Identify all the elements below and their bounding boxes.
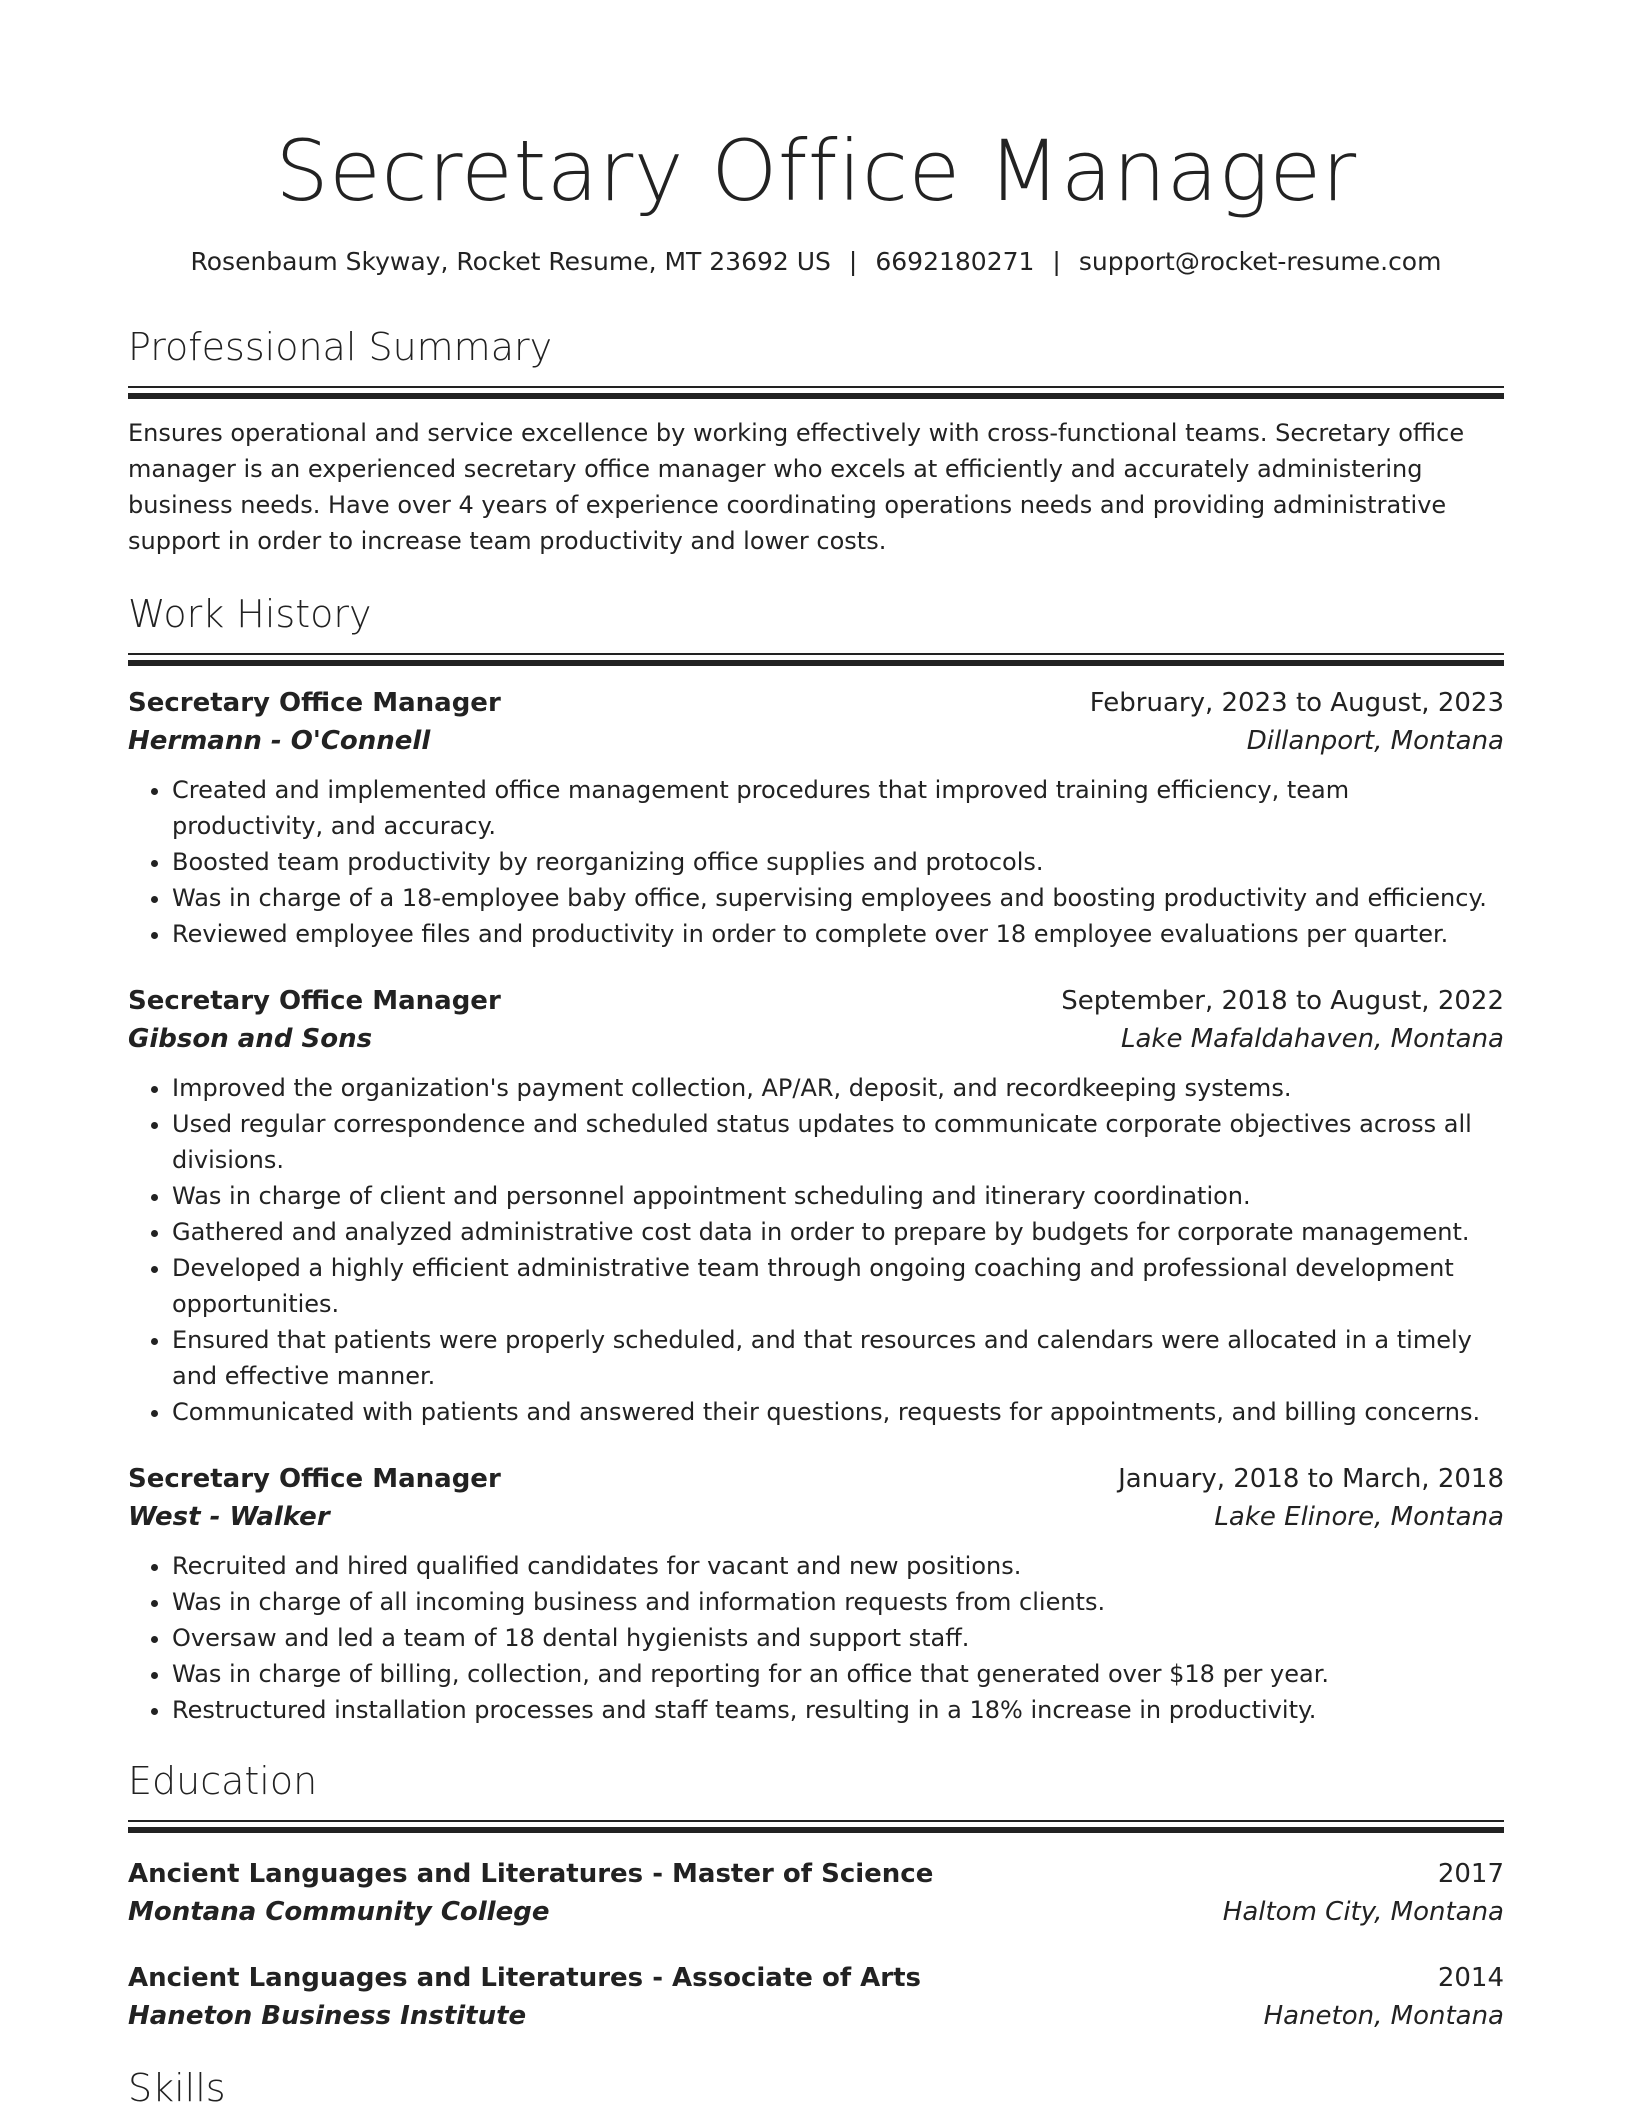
contact-address: Rosenbaum Skyway, Rocket Resume, MT 23692 US (190, 247, 831, 276)
job-entry (128, 684, 1504, 952)
job-entry (128, 1460, 1504, 1728)
job-dates: January, 2018 to March, 2018 (1118, 1464, 1504, 1494)
education-degree: Ancient Languages and Literatures - Master of Science (128, 1859, 934, 1889)
education-degree: Ancient Languages and Literatures - Associate of Arts (128, 1963, 922, 1993)
job-header (128, 1460, 1504, 1498)
job-bullet: • Used regular correspondence and scheduled status updates to communicate corporate objectives across all divisions. (172, 1106, 1504, 1178)
job-dates: September, 2018 to August, 2022 (1061, 986, 1504, 1016)
education-entry (128, 1855, 1504, 1931)
job-entry (128, 982, 1504, 1430)
summary-section (128, 322, 1504, 559)
job-bullet: • Was in charge of all incoming business and information requests from clients. (172, 1584, 1504, 1620)
education-header (128, 1959, 1504, 1997)
job-bullet: • Reviewed employee files and productivity in order to complete over 18 employee evaluations per quarter. (172, 916, 1504, 952)
education-entry (128, 1959, 1504, 2035)
summary-text: Ensures operational and service excellence by working effectively with cross-functional teams. Secretary office manager is an experienced secretary office manager who excels at efficiently and accurately administering business needs. Have over 4 years of experience coordinating operations needs and providing administrative support in order to increase team productivity and lower costs. (128, 419, 1465, 555)
job-header (128, 982, 1504, 1020)
job-bullet: • Oversaw and led a team of 18 dental hygienists and support staff. (172, 1620, 1504, 1656)
section-divider-thick (128, 1827, 1504, 1833)
section-divider (128, 653, 1504, 655)
job-bullet: • Boosted team productivity by reorganizing office supplies and protocols. (172, 844, 1504, 880)
education-school: Montana Community College (128, 1897, 550, 1927)
resume-name: Secretary Office Manager (275, 122, 1357, 220)
section-divider-thick (128, 660, 1504, 666)
contact-separator: | (848, 247, 858, 276)
section-divider-thick (128, 393, 1504, 399)
job-bullet: • Restructured installation processes and staff teams, resulting in a 18% increase in productivity. (172, 1692, 1504, 1728)
job-subheader (128, 1020, 1504, 1058)
section-title-skills: Skills (128, 2066, 226, 2110)
job-subheader (128, 722, 1504, 760)
job-location: Dillanport, Montana (1246, 726, 1504, 756)
section-divider (128, 1820, 1504, 1822)
education-header (128, 1855, 1504, 1893)
job-location: Lake Mafaldahaven, Montana (1120, 1024, 1504, 1054)
contact-email[interactable]: support@rocket-resume.com (1078, 247, 1442, 276)
section-title-education: Education (128, 1759, 318, 1803)
job-header (128, 684, 1504, 722)
job-bullet: • Was in charge of a 18-employee baby office, supervising employees and boosting productivity and efficiency. (172, 880, 1504, 916)
section-title-work-history: Work History (128, 592, 372, 636)
job-bullet: • Was in charge of client and personnel appointment scheduling and itinerary coordination. (172, 1178, 1504, 1214)
job-company: Gibson and Sons (128, 1024, 373, 1054)
education-location: Haltom City, Montana (1222, 1897, 1504, 1927)
job-bullet: • Ensured that patients were properly scheduled, and that resources and calendars were allocated in a timely and effective manner. (172, 1322, 1504, 1394)
education-year: 2014 (1437, 1963, 1504, 1993)
job-bullets (128, 1548, 1504, 1728)
job-dates: February, 2023 to August, 2023 (1089, 688, 1504, 718)
job-company: Hermann - O'Connell (128, 726, 431, 756)
job-title: Secretary Office Manager (128, 688, 501, 718)
job-bullet: • Developed a highly efficient administrative team through ongoing coaching and professional development opportunities. (172, 1250, 1504, 1322)
contact-line (128, 244, 1504, 280)
job-bullets (128, 772, 1504, 952)
education-year: 2017 (1437, 1859, 1504, 1889)
education-school: Haneton Business Institute (128, 2001, 527, 2031)
skills-section (128, 2063, 1504, 2113)
job-bullet: • Communicated with patients and answered their questions, requests for appointments, and billing concerns. (172, 1394, 1504, 1430)
contact-phone: 6692180271 (875, 247, 1035, 276)
education-section (128, 1756, 1504, 2035)
job-subheader (128, 1498, 1504, 1536)
job-bullet: • Gathered and analyzed administrative cost data in order to prepare by budgets for corporate management. (172, 1214, 1504, 1250)
job-bullet: • Created and implemented office management procedures that improved training efficiency, team productivity, and accuracy. (172, 772, 1504, 844)
job-bullet: • Improved the organization's payment collection, AP/AR, deposit, and recordkeeping systems. (172, 1070, 1504, 1106)
contact-separator: | (1052, 247, 1061, 276)
job-title: Secretary Office Manager (128, 986, 501, 1016)
section-divider (128, 386, 1504, 388)
job-bullet: • Recruited and hired qualified candidates for vacant and new positions. (172, 1548, 1504, 1584)
education-subheader (128, 1893, 1504, 1931)
education-location: Haneton, Montana (1263, 2001, 1504, 2031)
job-location: Lake Elinore, Montana (1214, 1502, 1504, 1532)
job-company: West - Walker (128, 1502, 330, 1532)
job-bullet: • Was in charge of billing, collection, and reporting for an office that generated over $18 per year. (172, 1656, 1504, 1692)
section-title-summary: Professional Summary (128, 325, 553, 369)
job-title: Secretary Office Manager (128, 1464, 501, 1494)
job-bullets (128, 1070, 1504, 1430)
work-history-section (128, 589, 1504, 1728)
education-subheader (128, 1997, 1504, 2035)
